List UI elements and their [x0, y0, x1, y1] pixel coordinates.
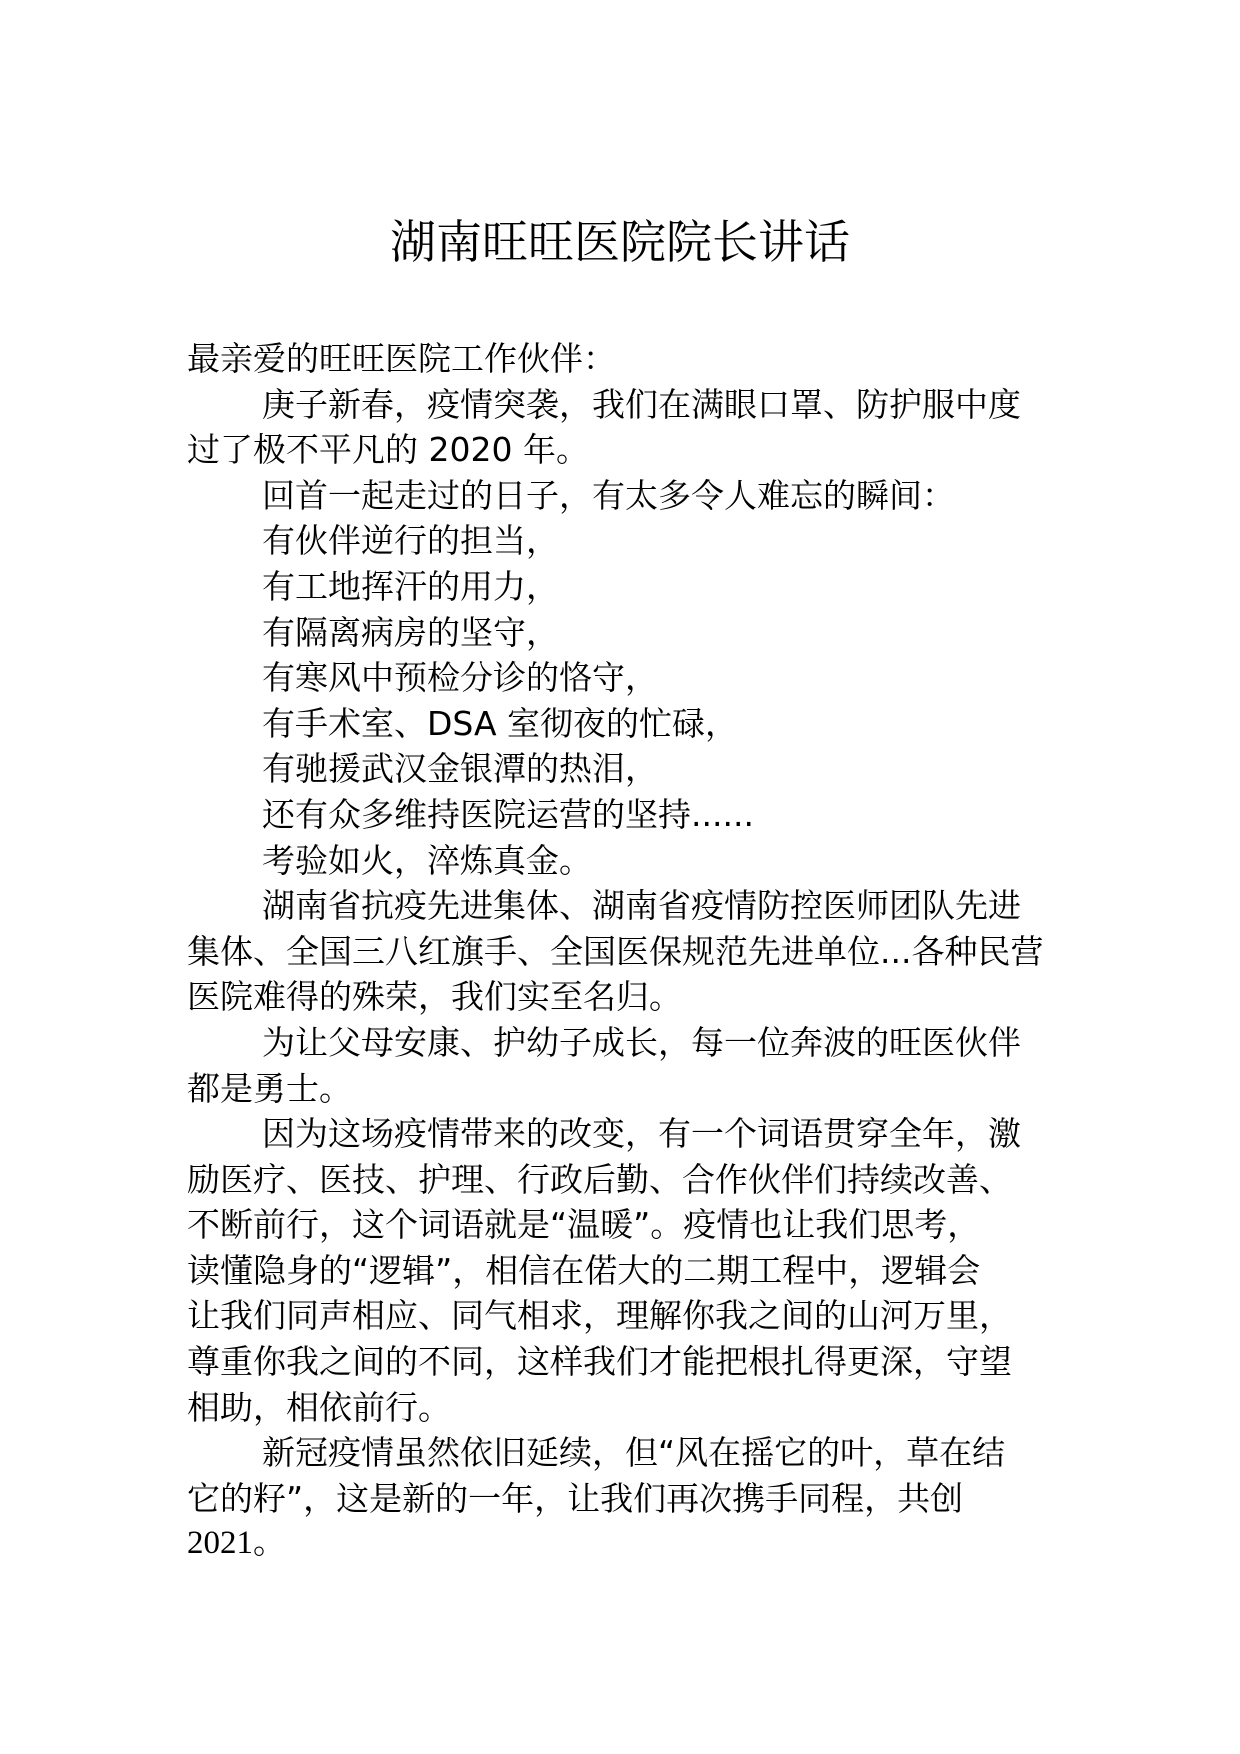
paragraph-line: 为让父母安康、护幼子成长，每一位奔波的旺医伙伴 [262, 1022, 1021, 1062]
paragraph-line: 有隔离病房的坚守， [262, 612, 559, 652]
paragraph-line: 有手术室、DSA 室彻夜的忙碌， [262, 703, 739, 743]
paragraph-line: 都是勇士。 [187, 1068, 352, 1108]
paragraph-line: 让我们同声相应、同气相求，理解你我之间的山河万里， [187, 1296, 1012, 1336]
paragraph-line: 它的籽”，这是新的一年，让我们再次携手同程，共创 [187, 1478, 964, 1518]
document-title: 湖南旺旺医院院长讲话 [390, 215, 850, 269]
paragraph-line: 有驰援武汉金银潭的热泪， [262, 749, 658, 789]
salutation-line: 最亲爱的旺旺医院工作伙伴： [187, 339, 616, 378]
paragraph-line: 过了极不平凡的 2020 年。 [187, 430, 589, 470]
paragraph-line: 庚子新春，疫情突袭，我们在满眼口罩、防护服中度 [262, 384, 1021, 424]
paragraph-line: 有工地挥汗的用力， [262, 566, 559, 606]
document-body [187, 336, 1057, 1567]
paragraph-line: 有伙伴逆行的担当， [262, 521, 559, 561]
paragraph-line: 集体、全国三八红旗手、全国医保规范先进单位...各种民营 [187, 931, 1044, 971]
paragraph-line: 医院难得的殊荣，我们实至名归。 [187, 977, 682, 1017]
paragraph-line: 励医疗、医技、护理、行政后勤、合作伙伴们持续改善、 [187, 1159, 1012, 1199]
paragraph-line: 不断前行，这个词语就是“温暖”。疫情也让我们思考， [187, 1205, 981, 1245]
paragraph-line: 相助，相依前行。 [187, 1387, 451, 1427]
paragraph-line: 考验如火，淬炼真金。 [262, 840, 592, 880]
paragraph-line: 有寒风中预检分诊的恪守， [262, 658, 658, 698]
paragraph-line: 还有众多维持医院运营的坚持...... [262, 794, 754, 834]
paragraph-line: 2021。 [187, 1525, 286, 1562]
paragraph-line: 回首一起走过的日子，有太多令人难忘的瞬间： [262, 475, 955, 515]
paragraph-line: 因为这场疫情带来的改变，有一个词语贯穿全年，激 [262, 1114, 1021, 1154]
paragraph-line: 尊重你我之间的不同，这样我们才能把根扎得更深，守望 [187, 1342, 1012, 1382]
paragraph-line: 读懂隐身的“逻辑”，相信在偌大的二期工程中，逻辑会 [187, 1250, 981, 1290]
paragraph-line: 湖南省抗疫先进集体、湖南省疫情防控医师团队先进 [262, 886, 1021, 926]
paragraph-line: 新冠疫情虽然依旧延续，但“风在摇它的叶，草在结 [262, 1433, 1006, 1473]
